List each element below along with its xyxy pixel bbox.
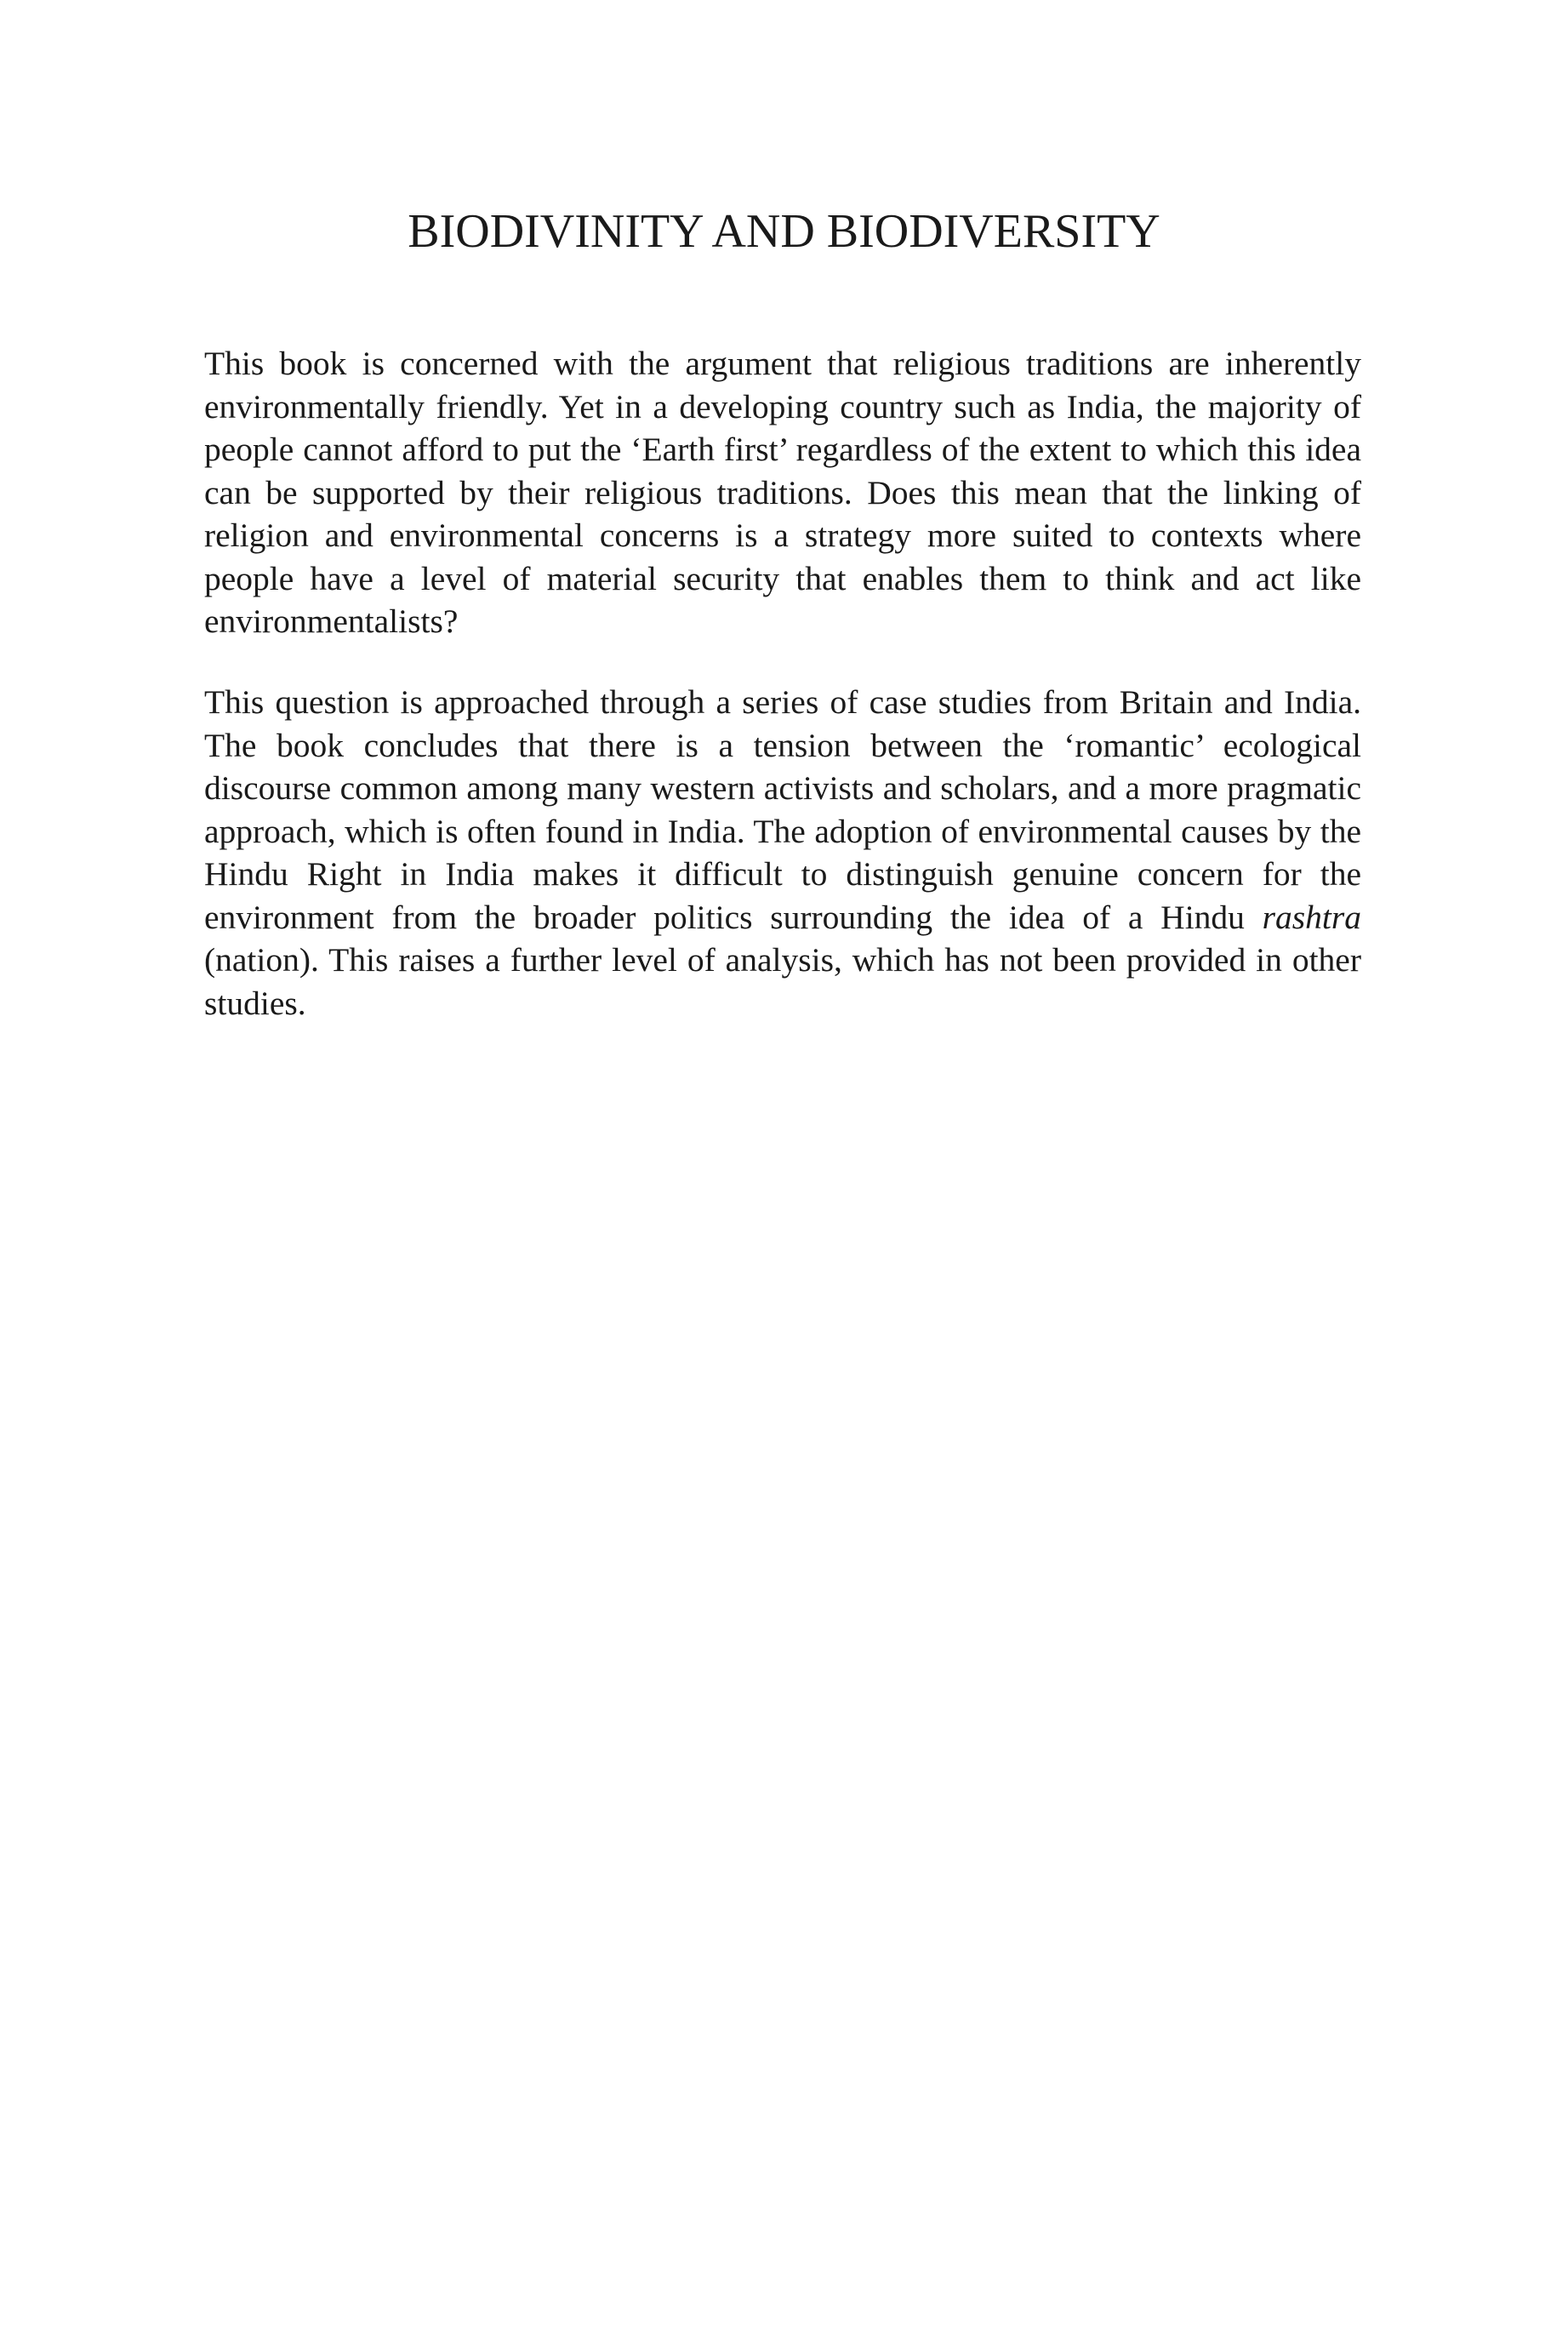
- paragraph-1: This book is concerned with the argument that religious traditions are inherently environmentally friendly. Yet in a developing country such as India, the majority of people cannot afford to put the ‘Earth first’ regardless of the extent to which this idea can be supported by their religious traditions. Does this mean that the linking of religion and environmental concerns is a strategy more suited to contexts where people have a level of material security that enables them to think and act like environmentalists?: [204, 345, 1361, 640]
- paragraph-2-italic-term: rashtra: [1262, 898, 1361, 936]
- paragraph-2-text-end: (nation). This raises a further level of analysis, which has not been provided in other studies.: [204, 941, 1361, 1022]
- page-title: BIODIVINITY AND BIODIVERSITY: [408, 205, 1160, 258]
- paragraph-2: [204, 681, 1361, 1025]
- paragraph-2-text-start: This question is approached through a series of case studies from Britain and India. The book concludes that there is a tension between the ‘romantic’ ecological discourse common among many western activists and scholars, and a more pragmatic approach, which is often found in India. The adoption of environmental causes by the Hindu Right in India makes it difficult to distinguish genuine concern for the environment from the broader politics surrounding the idea of a Hindu: [204, 683, 1361, 936]
